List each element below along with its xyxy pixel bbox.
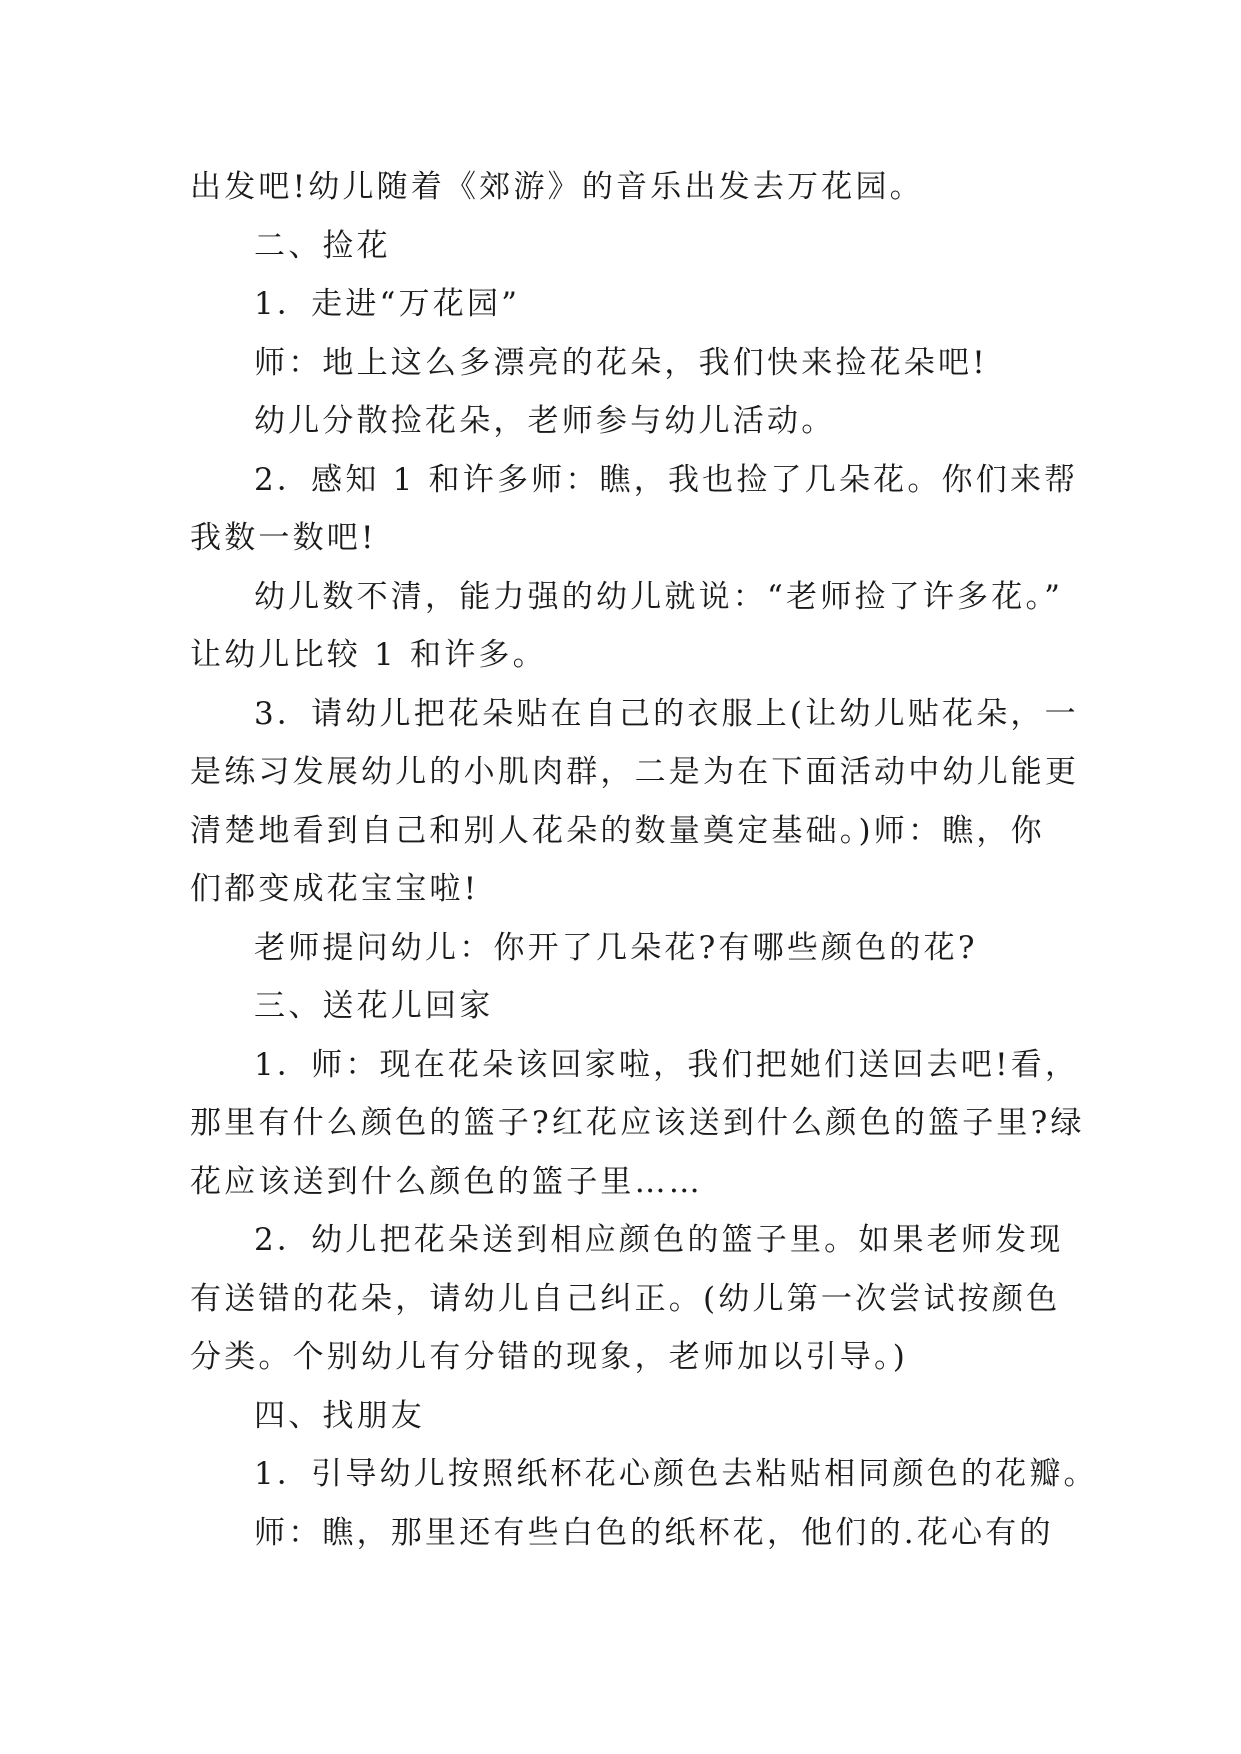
paragraph: [190, 568, 1070, 685]
text-line: 幼儿数不清，能力强的幼儿就说：“老师捡了许多花。”: [254, 578, 1064, 615]
paragraph: [190, 392, 1070, 451]
text-line: 清楚地看到自己和别人花朵的数量奠定基础。)师：瞧，你: [190, 812, 1045, 849]
text-line: 1．走进“万花园”: [254, 286, 521, 322]
paragraph: [190, 334, 1070, 393]
paragraph: [190, 919, 1070, 978]
text-line: 分类。个别幼儿有分错的现象，老师加以引导。): [190, 1339, 908, 1375]
paragraph: [190, 1036, 1085, 1212]
text-line: 师：瞧，那里还有些白色的纸杯花，他们的.花心有的: [254, 1514, 1054, 1551]
text-line: 有送错的花朵，请幼儿自己纠正。(幼儿第一次尝试按颜色: [190, 1280, 1061, 1317]
paragraph: [190, 451, 1079, 568]
text-line: 那里有什么颜色的篮子?红花应该送到什么颜色的篮子里?绿: [190, 1105, 1085, 1141]
paragraph: [190, 1445, 1098, 1504]
text-line: 是练习发展幼儿的小肌肉群，二是为在下面活动中幼儿能更: [190, 754, 1080, 790]
document-body: [190, 158, 1098, 1562]
paragraph: [190, 1211, 1070, 1387]
text-line: 我数一数吧!: [190, 520, 377, 556]
paragraph: [190, 217, 1070, 276]
paragraph: [190, 977, 1070, 1036]
text-line: 们都变成花宝宝啦!: [190, 871, 480, 907]
text-line: 老师提问幼儿：你开了几朵花?有哪些颜色的花?: [254, 929, 978, 966]
text-line: 2．幼儿把花朵送到相应颜色的篮子里。如果老师发现: [254, 1222, 1064, 1258]
paragraph: [190, 685, 1080, 919]
text-line: 2．感知 1 和许多师：瞧，我也捡了几朵花。你们来帮: [254, 461, 1079, 498]
text-line: 1．师：现在花朵该回家啦，我们把她们送回去吧!看，: [254, 1046, 1080, 1083]
paragraph: [190, 158, 1070, 217]
text-line: 花应该送到什么颜色的篮子里……: [190, 1163, 703, 1200]
text-line: 出发吧!幼儿随着《郊游》的音乐出发去万花园。: [190, 169, 924, 205]
text-line: 师：地上这么多漂亮的花朵，我们快来捡花朵吧!: [254, 344, 988, 381]
text-line: 三、送花儿回家: [254, 988, 494, 1024]
text-line: 让幼儿比较 1 和许多。: [190, 637, 547, 673]
text-line: 二、捡花: [254, 227, 391, 264]
text-line: 幼儿分散捡花朵，老师参与幼儿活动。: [254, 403, 836, 439]
text-line: 3．请幼儿把花朵贴在自己的衣服上(让幼儿贴花朵，一: [254, 695, 1079, 732]
text-line: 四、找朋友: [254, 1397, 425, 1434]
paragraph: [190, 1504, 1070, 1563]
paragraph: [190, 1387, 1070, 1446]
paragraph: [190, 275, 1070, 334]
text-line: 1．引导幼儿按照纸杯花心颜色去粘贴相同颜色的花瓣。: [254, 1456, 1098, 1492]
